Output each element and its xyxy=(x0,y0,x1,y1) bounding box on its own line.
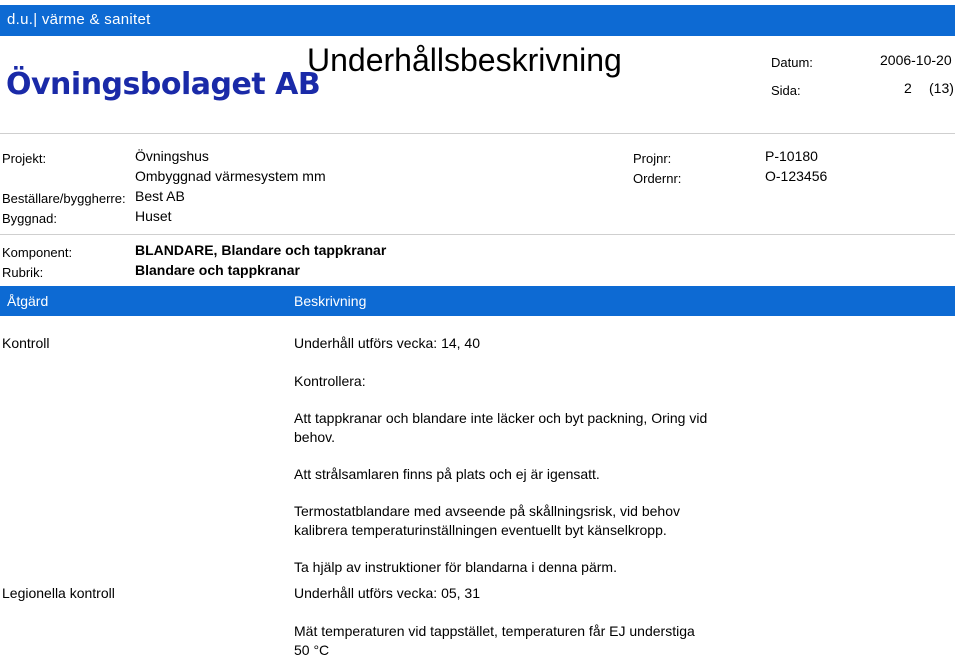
page-total: (13) xyxy=(929,80,954,96)
brand-bar xyxy=(0,5,955,36)
ordernr-label: Ordernr: xyxy=(633,171,682,186)
projekt-label: Projekt: xyxy=(2,151,47,166)
description-paragraph: Termostatblandare med avseende på skållningsrisk, vid behov kalibrera temperaturinställningen eventuellt byt känselkropp. xyxy=(294,503,680,538)
description-paragraph: Att tappkranar och blandare inte läcker och byt packning, Oring vid behov. xyxy=(294,410,708,445)
brand-text: d.u.| värme & sanitet xyxy=(7,11,151,28)
byggnad-value: Huset xyxy=(135,208,172,224)
page-number: 2 xyxy=(904,80,912,96)
kontroll-week: Underhåll utförs vecka: 14, 40 xyxy=(294,335,480,351)
date-label: Datum: xyxy=(771,55,813,70)
page-label: Sida: xyxy=(771,83,801,98)
company-logo: Övningsbolaget AB xyxy=(6,67,321,102)
rubrik-label: Rubrik: xyxy=(2,265,44,280)
divider xyxy=(0,133,955,134)
legionella-week: Underhåll utförs vecka: 05, 31 xyxy=(294,585,480,601)
projekt-value: Övningshus xyxy=(135,148,209,164)
description-paragraph: Att strålsamlaren finns på plats och ej är igensatt. xyxy=(294,466,600,482)
atgard-kontroll: Kontroll xyxy=(2,335,50,351)
byggnad-label: Byggnad: xyxy=(2,211,57,226)
page-title: Underhållsbeskrivning xyxy=(307,42,622,78)
bestallare-label: Beställare/byggherre: xyxy=(2,191,126,206)
atgard-legionella: Legionella kontroll xyxy=(2,585,115,601)
description-paragraph: Ta hjälp av instruktioner för blandarna i denna pärm. xyxy=(294,559,617,575)
projnr-value: P-10180 xyxy=(765,148,818,164)
column-beskrivning: Beskrivning xyxy=(294,293,367,309)
ordernr-value: O-123456 xyxy=(765,168,828,184)
divider xyxy=(0,234,955,235)
komponent-value: BLANDARE, Blandare och tappkranar xyxy=(135,242,387,258)
column-atgard: Åtgärd xyxy=(7,293,49,309)
komponent-label: Komponent: xyxy=(2,245,73,260)
column-header-bar xyxy=(0,286,955,316)
projnr-label: Projnr: xyxy=(633,151,672,166)
description-paragraph: Mät temperaturen vid tappstället, temperaturen får EJ understiga 50 °C xyxy=(294,623,695,658)
rubrik-value: Blandare och tappkranar xyxy=(135,262,300,278)
date-value: 2006-10-20 xyxy=(880,52,952,68)
projekt-description: Ombyggnad värmesystem mm xyxy=(135,168,326,184)
bestallare-value: Best AB xyxy=(135,188,185,204)
kontrollera-heading: Kontrollera: xyxy=(294,373,366,389)
